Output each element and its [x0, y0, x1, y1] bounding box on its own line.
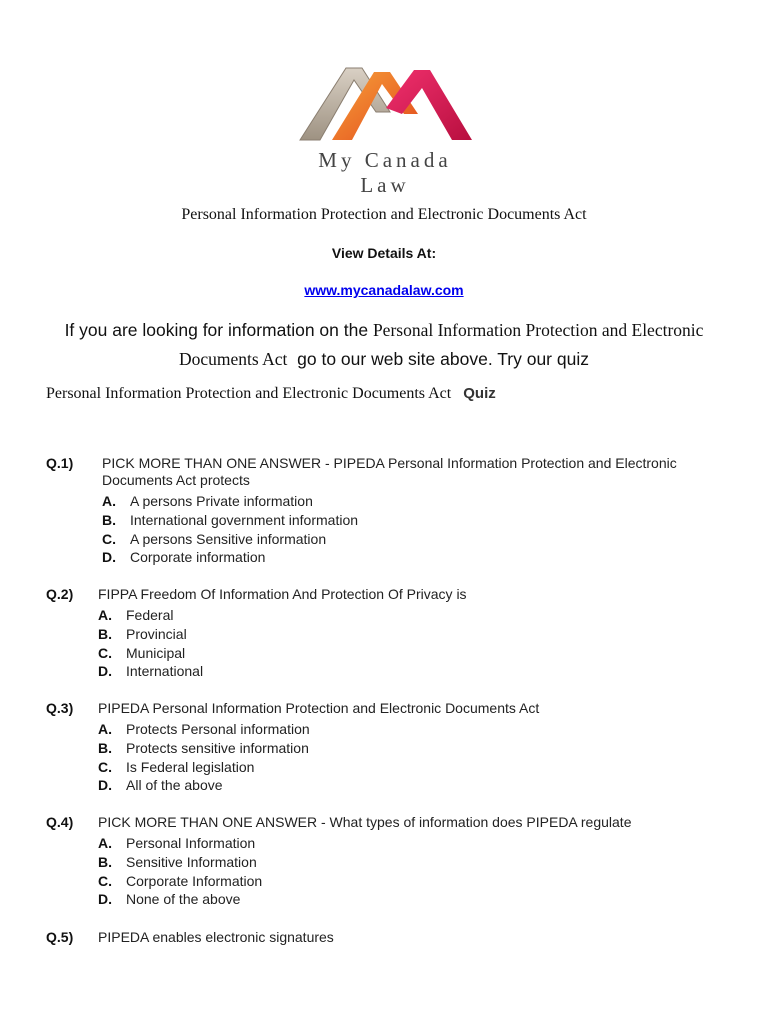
answer-option: [98, 662, 736, 681]
question-text: FIPPA Freedom Of Information And Protection Of Privacy is: [98, 586, 467, 602]
option-text: Federal: [126, 607, 174, 623]
view-details-label: View Details At:: [331, 245, 437, 261]
option-text: Corporate Information: [126, 872, 263, 889]
question-text: PICK MORE THAN ONE ANSWER - PIPEDA Personal Information Protection and Electronic Documents Act protects: [102, 455, 677, 488]
answer-option: [98, 739, 736, 758]
logo-text: My Canada Law: [318, 148, 452, 197]
answer-option: [98, 776, 736, 795]
question-number: Q.5): [46, 929, 74, 945]
option-letter: C.: [98, 872, 112, 889]
option-letter: A.: [98, 607, 112, 623]
option-text: Personal Information: [126, 835, 256, 851]
question-1: [46, 455, 736, 567]
answer-option: [98, 606, 736, 625]
question-2: [46, 586, 736, 681]
option-letter: D.: [98, 663, 112, 680]
option-text: Municipal: [126, 644, 186, 661]
option-text: All of the above: [126, 777, 223, 794]
answer-option: [98, 890, 736, 909]
option-text: Provincial: [126, 625, 187, 642]
option-letter: B.: [98, 739, 112, 756]
answer-option: [98, 872, 736, 891]
question-number: Q.1): [46, 455, 74, 471]
question-3: [46, 700, 736, 795]
option-text: Protects sensitive information: [126, 739, 309, 756]
option-letter: A.: [98, 721, 112, 737]
option-letter: B.: [102, 511, 116, 528]
answer-option: [98, 720, 736, 739]
option-text: Sensitive Information: [126, 853, 257, 870]
intro-paragraph: [60, 316, 708, 374]
answer-option: [102, 492, 736, 511]
option-letter: D.: [98, 777, 112, 794]
question-5: [46, 929, 736, 946]
option-letter: D.: [98, 891, 112, 908]
quiz-heading-label: Quiz: [463, 385, 496, 402]
question-text: PIPEDA enables electronic signatures: [98, 929, 334, 945]
option-letter: A.: [98, 835, 112, 851]
option-letter: C.: [98, 644, 112, 661]
answer-option: [102, 511, 736, 530]
option-text: Protects Personal information: [126, 721, 310, 737]
question-number: Q.3): [46, 700, 74, 716]
option-text: International: [126, 663, 204, 680]
website-link[interactable]: www.mycanadalaw.com: [304, 282, 464, 298]
my-canada-law-logo: [290, 62, 480, 197]
act-title: Personal Information Protection and Electronic Documents Act: [181, 206, 587, 223]
question-number: Q.4): [46, 814, 74, 830]
intro-text-start: If you are looking for information on the: [64, 320, 369, 340]
intro-text-end: go to our web site above. Try our quiz: [297, 349, 589, 369]
option-letter: B.: [98, 625, 112, 642]
question-text: PIPEDA Personal Information Protection and Electronic Documents Act: [98, 700, 540, 716]
intro-act-name: Personal Information Protection and Electronic Documents Act: [179, 320, 704, 369]
option-text: International government information: [130, 511, 359, 528]
answer-option: [98, 758, 736, 777]
logo-mountains-icon: [290, 62, 480, 148]
option-letter: C.: [102, 530, 116, 547]
option-letter: A.: [102, 493, 116, 509]
answer-option: [98, 853, 736, 872]
question-number: Q.2): [46, 586, 74, 602]
answer-option: [98, 834, 736, 853]
option-text: A persons Private information: [130, 493, 313, 509]
answer-option: [98, 625, 736, 644]
option-text: Corporate information: [130, 549, 266, 566]
answer-option: [98, 644, 736, 663]
answer-option: [102, 530, 736, 549]
option-text: None of the above: [126, 891, 241, 908]
option-text: A persons Sensitive information: [130, 530, 327, 547]
option-letter: B.: [98, 853, 112, 870]
quiz-heading-title: Personal Information Protection and Electronic Documents Act: [46, 385, 452, 402]
option-letter: C.: [98, 758, 112, 775]
option-letter: D.: [102, 549, 116, 566]
question-text: PICK MORE THAN ONE ANSWER - What types of information does PIPEDA regulate: [98, 814, 632, 830]
quiz-heading: [46, 385, 746, 403]
option-text: Is Federal legislation: [126, 758, 255, 775]
answer-option: [102, 548, 736, 567]
question-4: [46, 814, 736, 909]
